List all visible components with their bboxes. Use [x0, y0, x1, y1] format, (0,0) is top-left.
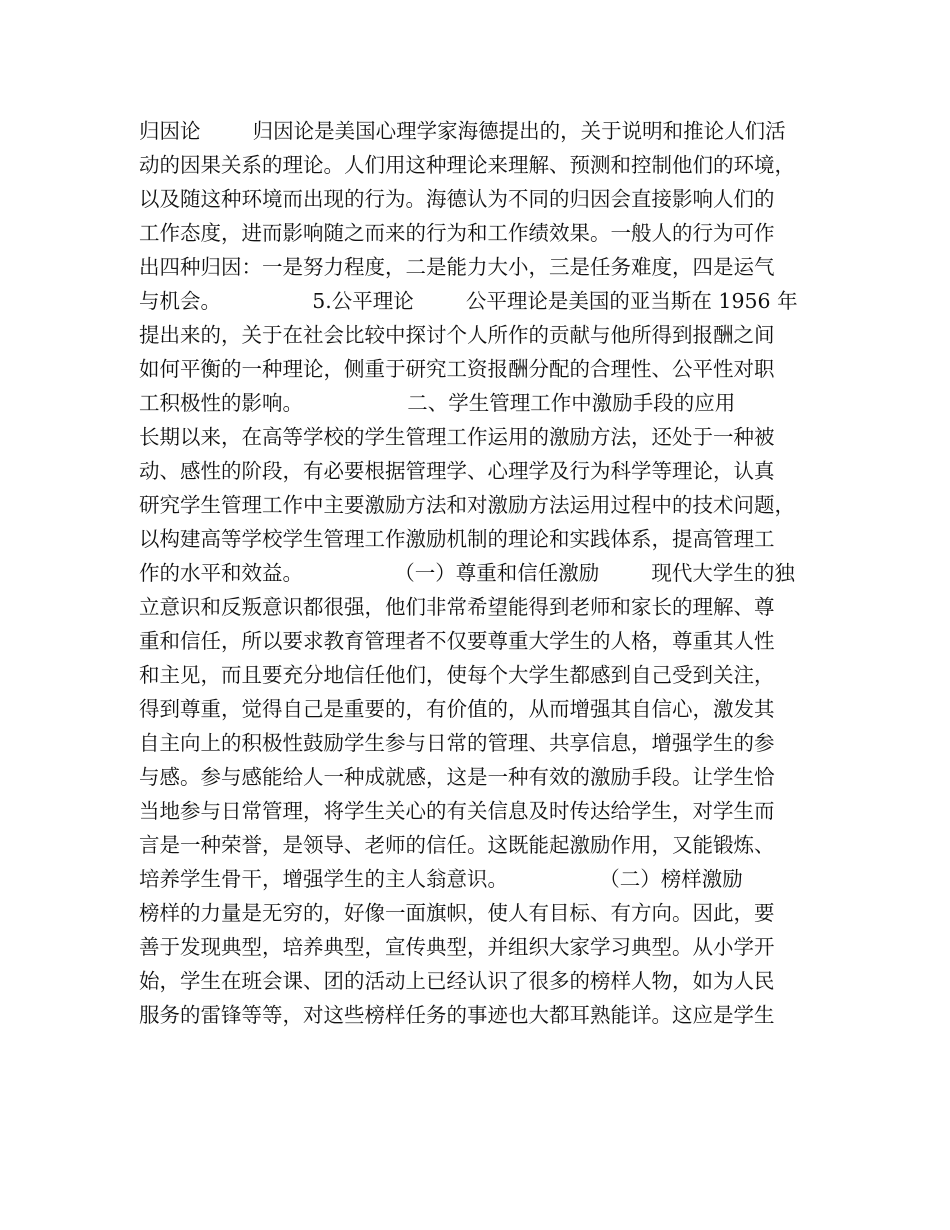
text-line: 与感。参与感能给人一种成就感，这是一种有效的激励手段。让学生恰 — [139, 765, 775, 789]
text-line: 当地参与日常管理，将学生关心的有关信息及时传达给学生，对学生而 — [139, 799, 775, 823]
text-line: 归因论 归因论是美国心理学家海德提出的，关于说明和推论人们活 — [139, 119, 786, 143]
text-line: 工作态度，进而影响随之而来的行为和工作绩效果。一般人的行为可作 — [139, 221, 775, 245]
text-line: 长期以来，在高等学校的学生管理工作运用的激励方法，还处于一种被 — [139, 425, 775, 449]
text-line: 动的因果关系的理论。人们用这种理论来理解、预测和控制他们的环境， — [139, 153, 795, 177]
text-line: 重和信任，所以要求教育管理者不仅要尊重大学生的人格，尊重其人性 — [139, 629, 775, 653]
text-line: 始，学生在班会课、团的活动上已经认识了很多的榜样人物，如为人民 — [139, 969, 775, 993]
text-line: 提出来的，关于在社会比较中探讨个人所作的贡献与他所得到报酬之间 — [139, 323, 775, 347]
text-line: 与机会。 5.公平理论 公平理论是美国的亚当斯在 1956 年 — [139, 289, 798, 313]
text-line: 服务的雷锋等等，对这些榜样任务的事迹也大都耳熟能详。这应是学生 — [139, 1003, 775, 1027]
text-line: 以及随这种环境而出现的行为。海德认为不同的归因会直接影响人们的 — [139, 187, 775, 211]
text-line: 自主向上的积极性鼓励学生参与日常的管理、共享信息，增强学生的参 — [139, 731, 775, 755]
text-line: 研究学生管理工作中主要激励方法和对激励方法运用过程中的技术问题， — [139, 493, 795, 517]
text-line: 榜样的力量是无穷的，好像一面旗帜，使人有目标、有方向。因此，要 — [139, 901, 775, 925]
text-line: 作的水平和效益。 （一）尊重和信任激励 现代大学生的独 — [139, 561, 795, 585]
text-line: 培养学生骨干，增强学生的主人翁意识。 （二）榜样激励 — [139, 867, 743, 891]
text-line: 动、感性的阶段，有必要根据管理学、心理学及行为科学等理论，认真 — [139, 459, 775, 483]
document-body — [139, 114, 819, 1032]
text-line: 出四种归因：一是努力程度，二是能力大小，三是任务难度，四是运气 — [139, 255, 775, 279]
text-line: 得到尊重，觉得自己是重要的，有价值的，从而增强其自信心，激发其 — [139, 697, 775, 721]
text-line: 工积极性的影响。 二、学生管理工作中激励手段的应用 — [139, 391, 736, 415]
text-line: 立意识和反叛意识都很强，他们非常希望能得到老师和家长的理解、尊 — [139, 595, 775, 619]
text-line: 和主见，而且要充分地信任他们，使每个大学生都感到自己受到关注， — [139, 663, 775, 687]
text-line: 如何平衡的一种理论，侧重于研究工资报酬分配的合理性、公平性对职 — [139, 357, 775, 381]
text-line: 善于发现典型，培养典型，宣传典型，并组织大家学习典型。从小学开 — [139, 935, 775, 959]
text-line: 言是一种荣誉，是领导、老师的信任。这既能起激励作用，又能锻炼、 — [139, 833, 775, 857]
text-line: 以构建高等学校学生管理工作激励机制的理论和实践体系，提高管理工 — [139, 527, 775, 551]
